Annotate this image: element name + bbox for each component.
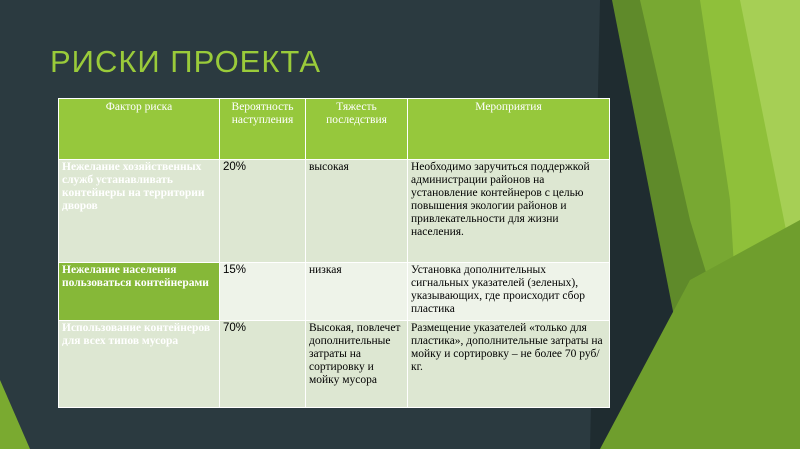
measures-cell: Размещение указателей «только для пластика», дополнительные затраты на мойку и сортировку – не более 70 руб/кг.: [408, 321, 610, 408]
header-risk-factor: Фактор риска: [59, 99, 220, 160]
probability-cell: 15%: [220, 263, 306, 321]
probability-cell: 70%: [220, 321, 306, 408]
probability-cell: 20%: [220, 160, 306, 263]
measures-cell: Установка дополнительных сигнальных указателей (зеленых), указывающих, где происходит сбор пластика: [408, 263, 610, 321]
severity-cell: высокая: [306, 160, 408, 263]
risk-factor-cell: Использование контейнеров для всех типов мусора: [59, 321, 220, 408]
slide-title: РИСКИ ПРОЕКТА: [50, 44, 322, 79]
risk-factor-cell: Нежелание хозяйственных служб устанавливать контейнеры на территории дворов: [59, 160, 220, 263]
table-row: [59, 321, 610, 408]
header-probability: Вероятность наступления: [220, 99, 306, 160]
risk-factor-cell: Нежелание населения пользоваться контейнерами: [59, 263, 220, 321]
table-row: [59, 160, 610, 263]
severity-cell: низкая: [306, 263, 408, 321]
table-row: [59, 263, 610, 321]
risk-table: [58, 98, 610, 408]
table-header-row: [59, 99, 610, 160]
header-severity: Тяжесть последствия: [306, 99, 408, 160]
measures-cell: Необходимо заручиться поддержкой администрации районов на установление контейнеров с целью повышения экологии районов и привлекательности для жизни населения.: [408, 160, 610, 263]
severity-cell: Высокая, повлечет дополнительные затраты на сортировку и мойку мусора: [306, 321, 408, 408]
header-measures: Мероприятия: [408, 99, 610, 160]
